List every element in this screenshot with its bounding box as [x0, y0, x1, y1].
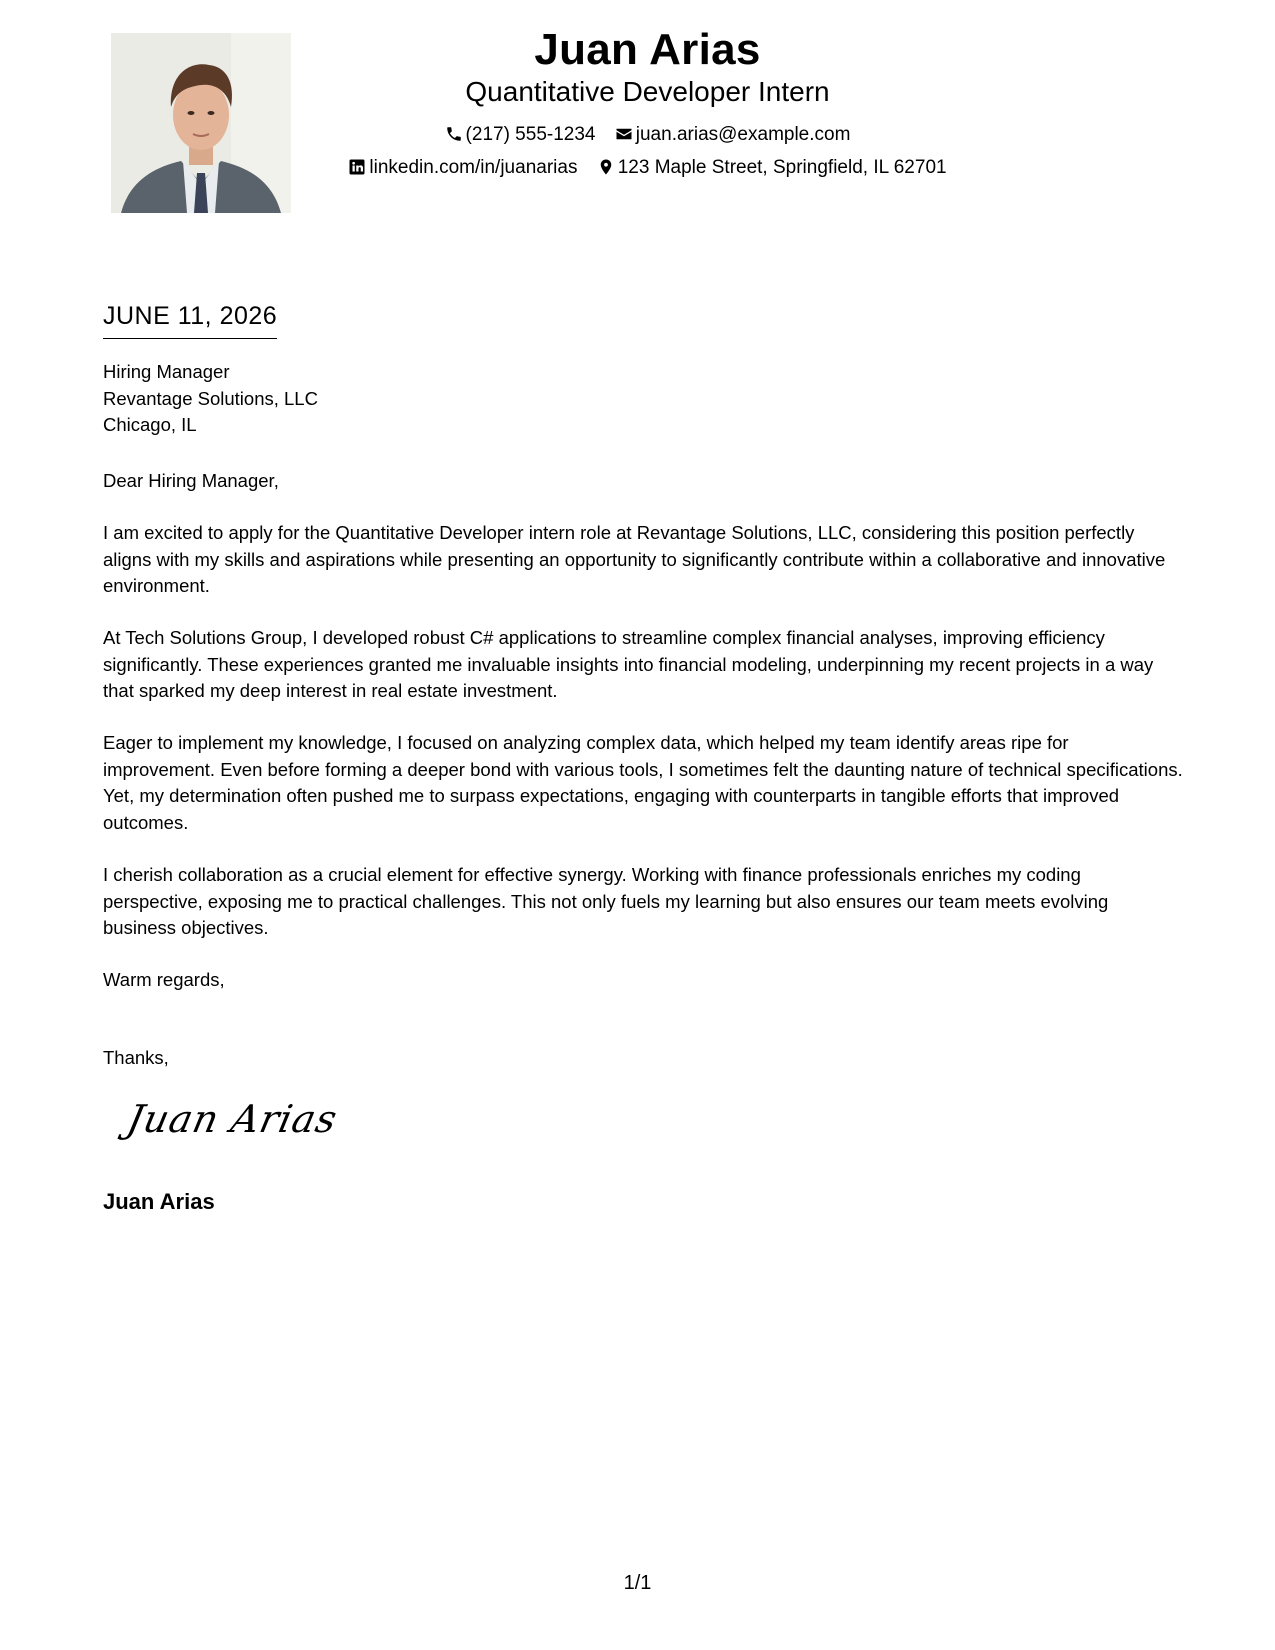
envelope-icon [615, 125, 633, 143]
address-contact [597, 156, 947, 180]
body-paragraph: Eager to implement my knowledge, I focused on analyzing complex data, which helped my team identify areas ripe for improvement. Even before forming a deeper bond with various tools, I sometimes felt the daunting nature of technical specifications. Yet, my determination often pushed me to surpass expectations, engaging with counterparts in tangible efforts that improved outcomes. [103, 732, 1183, 833]
phone-contact[interactable] [445, 123, 596, 147]
recipient-line: Hiring Manager [103, 361, 230, 382]
applicant-name: Juan Arias [534, 25, 761, 74]
linkedin-text: linkedin.com/in/juanarias [369, 157, 578, 178]
handwritten-signature: Juan Arias [123, 1097, 342, 1141]
email-contact[interactable] [615, 123, 851, 147]
body-paragraph: I am excited to apply for the Quantitative Developer intern role at Revantage Solutions, LLC, considering this position perfectly aligns with my skills and aspirations while presenting an opportunity to significantly contribute within a collaborative and innovative environment. [103, 522, 1166, 596]
body-paragraph: At Tech Solutions Group, I developed robust C# applications to streamline complex financial analyses, improving efficiency significantly. These experiences granted me invaluable insights into financial modeling, underpinning my recent projects in a way that sparked my deep interest in real estate investment. [103, 627, 1154, 701]
phone-icon [445, 125, 463, 143]
phone-text: (217) 555-1234 [465, 124, 596, 145]
salutation: Dear Hiring Manager, [103, 470, 279, 491]
linkedin-icon [348, 158, 366, 176]
job-title: Quantitative Developer Intern [465, 76, 830, 107]
body-paragraph: I cherish collaboration as a crucial element for effective synergy. Working with finance professionals enriches my coding perspective, exposing me to practical challenges. This not only fuels my learning but also ensures our team meets evolving business objectives. [103, 864, 1109, 938]
recipient-line: Revantage Solutions, LLC [103, 387, 318, 409]
page-number: 1/1 [623, 1572, 652, 1594]
signed-name: Juan Arias [103, 1189, 215, 1214]
closing: Warm regards, [103, 969, 225, 990]
profile-photo [111, 33, 291, 213]
contact-row-primary [300, 123, 995, 147]
recipient-block [103, 359, 318, 439]
recipient-line: Chicago, IL [103, 414, 197, 435]
contact-row-secondary [300, 156, 995, 180]
linkedin-contact[interactable] [348, 156, 577, 180]
letter-date: JUNE 11, 2026 [103, 300, 277, 339]
address-text: 123 Maple Street, Springfield, IL 62701 [617, 157, 947, 178]
thanks-line: Thanks, [103, 1047, 169, 1068]
map-marker-icon [597, 158, 615, 176]
email-text: juan.arias@example.com [635, 124, 851, 145]
